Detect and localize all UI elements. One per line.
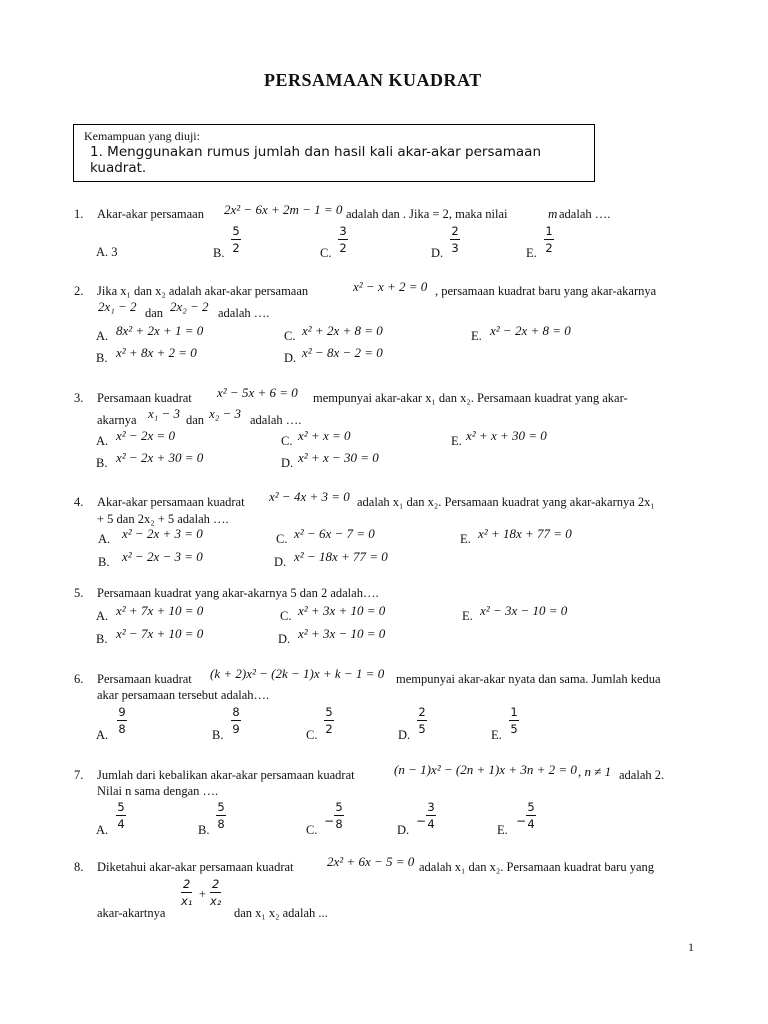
question-7-text-b: adalah 2. bbox=[619, 768, 665, 782]
question-8-number: 8. bbox=[74, 860, 84, 874]
question-8-fraction-1: 2 x₁ bbox=[181, 877, 193, 908]
page-title: PERSAMAAN KUADRAT bbox=[264, 70, 482, 90]
q2-option-c[interactable]: x² + 2x + 8 = 0 bbox=[302, 323, 383, 338]
competency-box bbox=[73, 124, 595, 182]
question-1-text-a: Akar-akar persamaan bbox=[97, 207, 204, 221]
q4-option-b[interactable]: x² − 2x − 3 = 0 bbox=[122, 549, 203, 564]
q1-option-e-fraction: 1 2 bbox=[545, 224, 553, 255]
q6-option-a-label[interactable]: A. bbox=[96, 728, 109, 742]
q4-option-a-label[interactable]: A. bbox=[98, 532, 111, 546]
question-2-equation: x² − x + 2 = 0 bbox=[353, 279, 428, 294]
question-6-text-a: Persamaan kuadrat bbox=[97, 672, 192, 686]
question-8-plus: + bbox=[199, 887, 207, 901]
question-3-tail: adalah …. bbox=[250, 413, 302, 427]
q2-option-d[interactable]: x² − 8x − 2 = 0 bbox=[302, 345, 383, 360]
q5-option-c[interactable]: x² + 3x + 10 = 0 bbox=[298, 603, 386, 618]
question-8-equation: 2x² + 6x − 5 = 0 bbox=[327, 854, 415, 869]
q5-option-c-label[interactable]: C. bbox=[280, 609, 292, 623]
q3-option-d[interactable]: x² + x − 30 = 0 bbox=[298, 450, 379, 465]
q1-option-e-label[interactable]: E. bbox=[526, 246, 537, 260]
question-2-text-b: , persamaan kuadrat baru yang akar-akarnya bbox=[435, 284, 657, 298]
question-7-equation: (n − 1)x² − (2n + 1)x + 3n + 2 = 0 bbox=[394, 762, 577, 777]
question-8-text-a: Diketahui akar-akar persamaan kuadrat bbox=[97, 860, 294, 874]
question-4-line-2: + 5 dan 2x₂ + 5 adalah …. bbox=[97, 512, 229, 526]
q1-option-c-fraction: 3 2 bbox=[339, 224, 347, 255]
q2-option-b-label[interactable]: B. bbox=[96, 351, 108, 365]
question-7-line-2: Nilai n sama dengan …. bbox=[97, 784, 219, 798]
competency-heading: Kemampuan yang diuji: bbox=[84, 129, 200, 143]
q1-option-c-label[interactable]: C. bbox=[320, 246, 332, 260]
q7-option-d-fraction: 3 4 bbox=[427, 800, 435, 831]
question-7-text-a: Jumlah dari kebalikan akar-akar persamaan kuadrat bbox=[97, 768, 355, 782]
q5-option-b[interactable]: x² − 7x + 10 = 0 bbox=[116, 626, 204, 641]
question-1-text-b: adalah dan . Jika = 2, maka nilai bbox=[346, 207, 508, 221]
q3-option-b-label[interactable]: B. bbox=[96, 456, 108, 470]
q4-option-c[interactable]: x² − 6x − 7 = 0 bbox=[294, 526, 375, 541]
question-2-tail: adalah …. bbox=[218, 306, 270, 320]
q5-option-d-label[interactable]: D. bbox=[278, 632, 291, 646]
q2-option-a[interactable]: 8x² + 2x + 1 = 0 bbox=[116, 323, 204, 338]
question-4-text-b: adalah x₁ dan x₂. Persamaan kuadrat yang akar-akarnya 2x₁ bbox=[357, 495, 655, 509]
q2-option-e[interactable]: x² − 2x + 8 = 0 bbox=[490, 323, 571, 338]
q6-option-e-label[interactable]: E. bbox=[491, 728, 502, 742]
q2-option-d-label[interactable]: D. bbox=[284, 351, 297, 365]
question-3-akarnya: akarnya bbox=[97, 413, 137, 427]
q4-option-a[interactable]: x² − 2x + 3 = 0 bbox=[122, 526, 203, 541]
question-8-akar-akartnya: akar-akartnya bbox=[97, 906, 166, 920]
question-6-equation: (k + 2)x² − (2k − 1)x + k − 1 = 0 bbox=[210, 666, 385, 681]
q3-option-e-label[interactable]: E. bbox=[451, 434, 462, 448]
q6-option-c-label[interactable]: C. bbox=[306, 728, 318, 742]
question-3-dan: dan bbox=[186, 413, 205, 427]
question-8-text-c: dan x₁ x₂ adalah ... bbox=[234, 906, 328, 920]
q7-option-e-label[interactable]: E. bbox=[497, 823, 508, 837]
q3-option-c[interactable]: x² + x = 0 bbox=[298, 428, 351, 443]
question-2-root-1: 2x₁ − 2 bbox=[98, 299, 137, 314]
question-8-fraction-2: 2 x₂ bbox=[210, 877, 222, 908]
q6-option-a-fraction: 9 8 bbox=[118, 705, 126, 736]
q7-option-b-fraction: 5 8 bbox=[217, 800, 225, 831]
q2-option-a-label[interactable]: A. bbox=[96, 329, 109, 343]
question-6-number: 6. bbox=[74, 672, 84, 686]
q4-option-e-label[interactable]: E. bbox=[460, 532, 471, 546]
q7-option-c-label[interactable]: C. bbox=[306, 823, 318, 837]
question-3-text-a: Persamaan kuadrat bbox=[97, 391, 192, 405]
q7-option-d-label[interactable]: D. bbox=[397, 823, 410, 837]
question-4-text-a: Akar-akar persamaan kuadrat bbox=[97, 495, 245, 509]
q6-option-b-fraction: 8 9 bbox=[232, 705, 240, 736]
question-4-number: 4. bbox=[74, 495, 84, 509]
competency-item: 1. Menggunakan rumus jumlah dan hasil kali akar-akar persamaan kuadrat. bbox=[90, 144, 541, 176]
q5-option-a-label[interactable]: A. bbox=[96, 609, 109, 623]
q4-option-e[interactable]: x² + 18x + 77 = 0 bbox=[478, 526, 572, 541]
question-7-number: 7. bbox=[74, 768, 84, 782]
question-2-number: 2. bbox=[74, 284, 84, 298]
q3-option-a-label[interactable]: A. bbox=[96, 434, 109, 448]
question-2-text-a: Jika x₁ dan x₂ adalah akar-akar persamaan bbox=[97, 284, 309, 298]
question-7-condition: , n ≠ 1 bbox=[578, 764, 612, 779]
q5-option-d[interactable]: x² + 3x − 10 = 0 bbox=[298, 626, 386, 641]
question-1-text-c: adalah …. bbox=[559, 207, 611, 221]
q5-option-e[interactable]: x² − 3x − 10 = 0 bbox=[480, 603, 568, 618]
q4-option-d[interactable]: x² − 18x + 77 = 0 bbox=[294, 549, 388, 564]
page-number: 1 bbox=[688, 940, 694, 954]
q5-option-a[interactable]: x² + 7x + 10 = 0 bbox=[116, 603, 204, 618]
q7-option-c-fraction: 5 8 bbox=[335, 800, 343, 831]
q3-option-b[interactable]: x² − 2x + 30 = 0 bbox=[116, 450, 204, 465]
q1-option-b-fraction: 5 2 bbox=[232, 224, 240, 255]
question-4-equation: x² − 4x + 3 = 0 bbox=[269, 489, 350, 504]
q7-option-a-fraction: 5 4 bbox=[117, 800, 125, 831]
q2-option-e-label[interactable]: E. bbox=[471, 329, 482, 343]
question-5-number: 5. bbox=[74, 586, 84, 600]
q4-option-b-label[interactable]: B. bbox=[98, 555, 110, 569]
question-2-dan: dan bbox=[145, 306, 164, 320]
q6-option-b-label[interactable]: B. bbox=[212, 728, 224, 742]
q7-option-b-label[interactable]: B. bbox=[198, 823, 210, 837]
question-1-equation: 2x² − 6x + 2m − 1 = 0 bbox=[224, 202, 343, 217]
q7-option-d-minus: − bbox=[416, 814, 427, 828]
q7-option-a-label[interactable]: A. bbox=[96, 823, 109, 837]
question-2-root-2: 2x₂ − 2 bbox=[170, 299, 209, 314]
q2-option-c-label[interactable]: C. bbox=[284, 329, 296, 343]
q1-option-b-label[interactable]: B. bbox=[213, 246, 225, 260]
q7-option-c-minus: − bbox=[324, 814, 335, 828]
q2-option-b[interactable]: x² + 8x + 2 = 0 bbox=[116, 345, 197, 360]
q4-option-d-label[interactable]: D. bbox=[274, 555, 287, 569]
q3-option-a[interactable]: x² − 2x = 0 bbox=[116, 428, 175, 443]
question-1-number: 1. bbox=[74, 207, 84, 221]
q3-option-d-label[interactable]: D. bbox=[281, 456, 294, 470]
q6-option-e-fraction: 1 5 bbox=[510, 705, 518, 736]
q5-option-b-label[interactable]: B. bbox=[96, 632, 108, 646]
question-3-text-b: mempunyai akar-akar x₁ dan x₂. Persamaan kuadrat yang akar- bbox=[313, 391, 628, 405]
question-5-text: Persamaan kuadrat yang akar-akarnya 5 dan 2 adalah…. bbox=[97, 586, 379, 600]
q6-option-c-fraction: 5 2 bbox=[325, 705, 333, 736]
q4-option-c-label[interactable]: C. bbox=[276, 532, 288, 546]
question-1-var: m bbox=[548, 206, 558, 221]
question-6-line-2: akar persamaan tersebut adalah…. bbox=[97, 688, 270, 702]
question-6-text-b: mempunyai akar-akar nyata dan sama. Jumlah kedua bbox=[396, 672, 661, 686]
question-3-equation: x² − 5x + 6 = 0 bbox=[217, 385, 298, 400]
q1-option-a[interactable]: A. 3 bbox=[96, 245, 118, 259]
q3-option-c-label[interactable]: C. bbox=[281, 434, 293, 448]
question-3-root-1: x₁ − 3 bbox=[148, 406, 181, 421]
q1-option-d-fraction: 2 3 bbox=[451, 224, 459, 255]
q7-option-e-fraction: 5 4 bbox=[527, 800, 535, 831]
q6-option-d-label[interactable]: D. bbox=[398, 728, 411, 742]
q1-option-d-label[interactable]: D. bbox=[431, 246, 444, 260]
q6-option-d-fraction: 2 5 bbox=[418, 705, 426, 736]
question-8-text-b: adalah x₁ dan x₂. Persamaan kuadrat baru yang bbox=[419, 860, 655, 874]
q7-option-e-minus: − bbox=[516, 814, 527, 828]
question-3-root-2: x₂ − 3 bbox=[209, 406, 242, 421]
question-3-number: 3. bbox=[74, 391, 84, 405]
q3-option-e[interactable]: x² + x + 30 = 0 bbox=[466, 428, 547, 443]
q5-option-e-label[interactable]: E. bbox=[462, 609, 473, 623]
